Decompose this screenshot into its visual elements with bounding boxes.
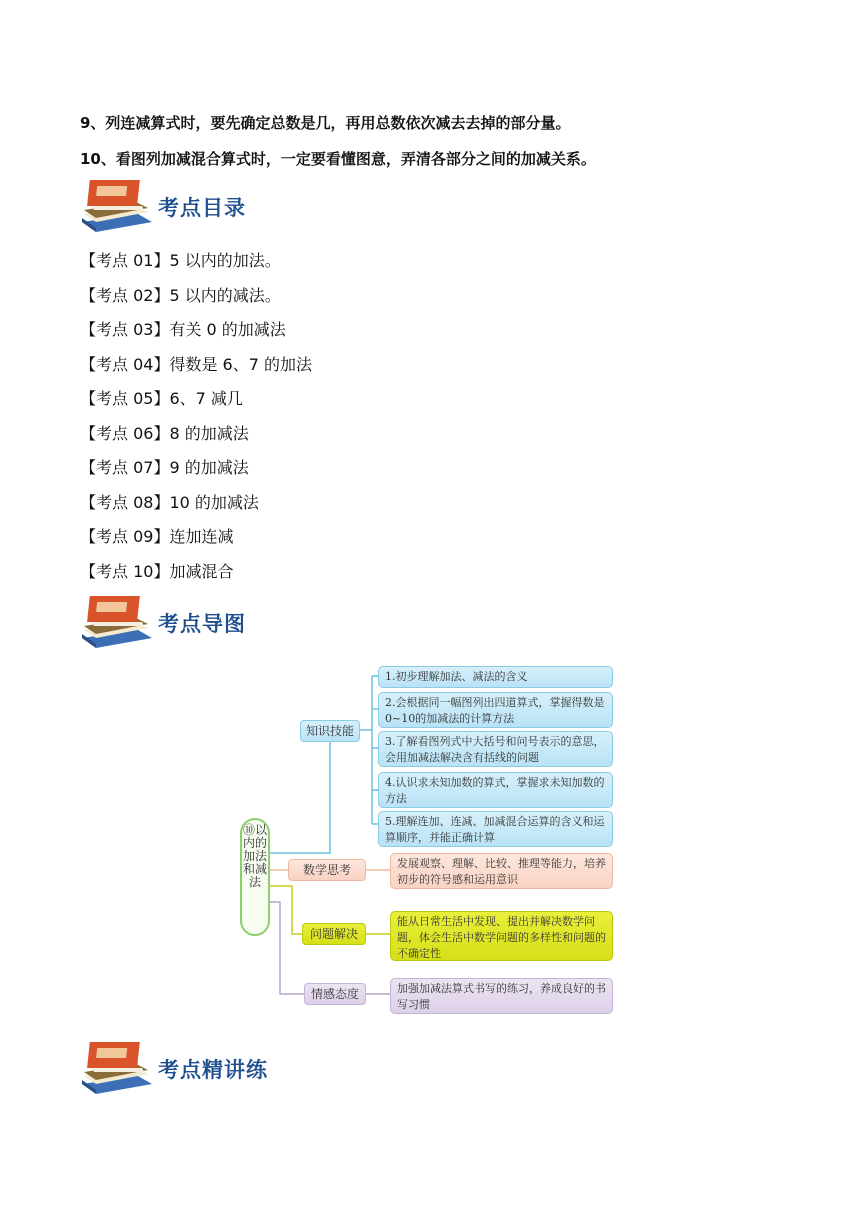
directory-item bbox=[80, 559, 233, 582]
mind-map bbox=[230, 658, 626, 1024]
directory-item bbox=[80, 283, 281, 306]
branch-knowledge: 知识技能 bbox=[300, 720, 360, 742]
section-title-directory: 考点目录 bbox=[158, 195, 246, 220]
directory-item-tag: 【考点 04】 bbox=[80, 355, 170, 374]
directory-item-tag: 【考点 01】 bbox=[80, 251, 170, 270]
directory-item bbox=[80, 317, 286, 340]
knowledge-item: 5.理解连加、连减、加减混合运算的含义和运算顺序，并能正确计算 bbox=[378, 811, 613, 847]
directory-item-text: 6、7 减几 bbox=[169, 389, 243, 408]
directory-item bbox=[80, 524, 233, 547]
attitude-detail: 加强加减法算式书写的练习，养成良好的书写习惯 bbox=[390, 978, 613, 1014]
directory-item bbox=[80, 455, 249, 478]
directory-item-tag: 【考点 02】 bbox=[80, 286, 170, 305]
problem-detail: 能从日常生活中发现、提出并解决数学问题，体会生活中数学问题的多样性和问题的不确定性 bbox=[390, 911, 613, 961]
books-icon bbox=[78, 178, 158, 234]
books-icon bbox=[78, 1040, 158, 1096]
directory-item bbox=[80, 352, 312, 375]
section-heading-mindmap bbox=[78, 594, 308, 650]
directory-item-text: 得数是 6、7 的加法 bbox=[169, 355, 312, 374]
directory-item-text: 10 的加减法 bbox=[169, 493, 259, 512]
section-title-practice: 考点精讲练 bbox=[158, 1057, 268, 1082]
directory-item-text: 8 的加减法 bbox=[169, 424, 249, 443]
directory-item-tag: 【考点 07】 bbox=[80, 458, 170, 477]
knowledge-item: 4.认识求未知加数的算式，掌握求未知加数的方法 bbox=[378, 772, 613, 808]
section-heading-practice bbox=[78, 1040, 308, 1096]
intro-line-10: 10、看图列加减混合算式时，一定要看懂图意，弄清各部分之间的加减关系。 bbox=[80, 150, 596, 168]
branch-problem: 问题解决 bbox=[302, 923, 366, 945]
directory-item-tag: 【考点 09】 bbox=[80, 527, 170, 546]
directory-item-tag: 【考点 03】 bbox=[80, 320, 170, 339]
directory-item-tag: 【考点 08】 bbox=[80, 493, 170, 512]
directory-item-text: 5 以内的减法。 bbox=[169, 286, 281, 305]
mind-map-root: ⑩以内的加法和减法 bbox=[240, 818, 270, 936]
branch-thinking: 数学思考 bbox=[288, 859, 366, 881]
intro-line-9: 9、列连减算式时，要先确定总数是几，再用总数依次减去去掉的部分量。 bbox=[80, 114, 571, 132]
directory-item-tag: 【考点 06】 bbox=[80, 424, 170, 443]
directory-item-text: 5 以内的加法。 bbox=[169, 251, 281, 270]
directory-item bbox=[80, 490, 259, 513]
knowledge-item: 1.初步理解加法、减法的含义 bbox=[378, 666, 613, 688]
directory-item-text: 连加连减 bbox=[169, 527, 234, 546]
knowledge-item: 3.了解看图列式中大括号和问号表示的意思，会用加减法解决含有括线的问题 bbox=[378, 731, 613, 767]
section-heading-directory bbox=[78, 178, 308, 234]
directory-item bbox=[80, 248, 281, 271]
section-title-mindmap: 考点导图 bbox=[158, 611, 246, 636]
thinking-detail: 发展观察、理解、比较、推理等能力，培养初步的符号感和运用意识 bbox=[390, 853, 613, 889]
knowledge-item: 2.会根据同一幅图列出四道算式，掌握得数是0~10的加减法的计算方法 bbox=[378, 692, 613, 728]
books-icon bbox=[78, 594, 158, 650]
directory-item-tag: 【考点 10】 bbox=[80, 562, 170, 581]
directory-item bbox=[80, 386, 243, 409]
directory-item-text: 有关 0 的加减法 bbox=[169, 320, 286, 339]
branch-attitude: 情感态度 bbox=[304, 983, 366, 1005]
directory-item bbox=[80, 421, 249, 444]
directory-item-text: 加减混合 bbox=[169, 562, 234, 581]
directory-item-text: 9 的加减法 bbox=[169, 458, 249, 477]
directory-item-tag: 【考点 05】 bbox=[80, 389, 170, 408]
